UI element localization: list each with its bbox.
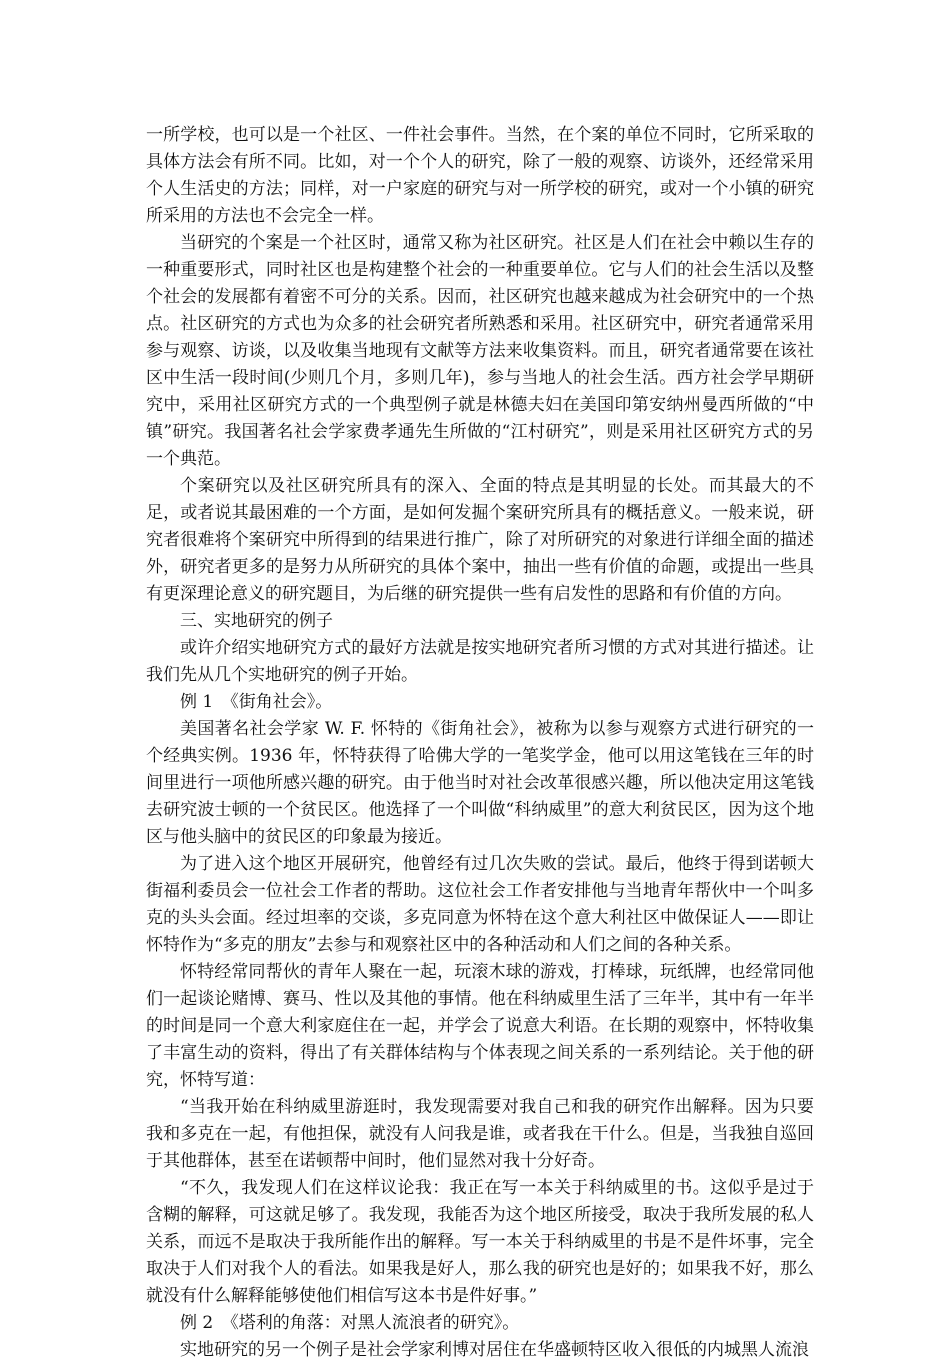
- paragraph-case-study-strengths: 个案研究以及社区研究所具有的深入、全面的特点是其明显的长处。而其最大的不足，或者说其最困难的一个方面，是如何发掘个案研究所具有的概括意义。一般来说，研究者很难将个案研究中所得到的结果进行推广，除了对所研究的对象进行详细全面的描述外，研究者更多的是努力从所研究的具体个案中，抽出一些有价值的命题，或提出一些具有更深理论意义的研究题目，为后继的研究提供一些有启发性的思路和有价值的方向。: [146, 476, 814, 604]
- paragraph-whyte-entry: 为了进入这个地区开展研究，他曾经有过几次失败的尝试。最后，他终于得到诺顿大街福利委员会一位社会工作者的帮助。这位社会工作者安排他与当地青年帮伙中一个叫多克的头头会面。经过坦率的交谈，多克同意为怀特在这个意大利社区中做保证人——即让怀特作为“多克的朋友”去参与和观察社区中的各种活动和人们之间的各种关系。: [146, 854, 814, 955]
- paragraph-whyte-fieldwork: 怀特经常同帮伙的青年人聚在一起，玩滚木球的游戏，打棒球，玩纸牌，也经常同他们一起谈论赌博、赛马、性以及其他的事情。他在科纳威里生活了三年半，其中有一年半的时间是同一个意大利家庭住在一起，并学会了说意大利语。在长期的观察中，怀特收集了丰富生动的资料，得出了有关群体结构与个体表现之间关系的一系列结论。关于他的研究，怀特写道：: [146, 962, 814, 1090]
- quote-whyte-part-2: “不久，我发现人们在这样议论我：我正在写一本关于科纳威里的书。这似乎是过于含糊的解释，可这就足够了。我发现，我能否为这个地区所接受，取决于我所发展的私人关系，而远不是取决于我所能作出的解释。写一本关于科纳威里的书是不是件坏事，完全取决于人们对我个人的看法。如果我是好人，那么我的研究也是好的；如果我不好，那么就没有什么解释能够使他们相信写这本书是件好事。”: [146, 1178, 814, 1306]
- paragraph-community-research: 当研究的个案是一个社区时，通常又称为社区研究。社区是人们在社会中赖以生存的一种重要形式，同时社区也是构建整个社会的一种重要单位。它与人们的社会生活以及整个社会的发展都有着密不可分的关系。因而，社区研究也越来越成为社会研究中的一个热点。社区研究的方式也为众多的社会研究者所熟悉和采用。社区研究中，研究者通常采用参与观察、访谈，以及收集当地现有文献等方法来收集资料。而且，研究者通常要在该社区中生活一段时间(少则几个月，多则几年)，参与当地人的社会生活。西方社会学早期研究中，采用社区研究方式的一个典型例子就是林德夫妇在美国印第安纳州曼西所做的“中镇”研究。我国著名社会学家费孝通先生所做的“江村研究”，则是采用社区研究方式的另一个典范。: [146, 233, 814, 469]
- section-heading-field-examples: 三、实地研究的例子: [180, 611, 333, 631]
- paragraph-intro-examples: 或许介绍实地研究方式的最好方法就是按实地研究者所习惯的方式对其进行描述。让我们先从几个实地研究的例子开始。: [146, 638, 814, 685]
- example-2-heading: 例 2 《塔利的角落：对黑人流浪者的研究》。: [180, 1313, 520, 1333]
- paragraph-liebow-intro: 实地研究的另一个例子是社会学家利博对居住在华盛顿特区收入很低的内城黑人流浪: [180, 1340, 809, 1360]
- paragraph-case-units: 一所学校，也可以是一个社区、一件社会事件。当然，在个案的单位不同时，它所采取的具体方法会有所不同。比如，对一个个人的研究，除了一般的观察、访谈外，还经常采用个人生活史的方法；同样，对一户家庭的研究与对一所学校的研究，或对一个小镇的研究所采用的方法也不会完全一样。: [146, 125, 814, 226]
- paragraph-whyte-background: 美国著名社会学家 W. F. 怀特的《街角社会》，被称为以参与观察方式进行研究的一个经典实例。1936 年，怀特获得了哈佛大学的一笔奖学金，他可以用这笔钱在三年的时间里进行一项他所感兴趣的研究。由于他当时对社会改革很感兴趣，所以他决定用这笔钱去研究波士顿的一个贫民区。他选择了一个叫做“科纳威里”的意大利贫民区，因为这个地区与他头脑中的贫民区的印象最为接近。: [146, 719, 814, 847]
- example-1-heading: 例 1 《街角社会》。: [180, 692, 333, 712]
- document-body: [146, 122, 814, 1364]
- quote-whyte-part-1: “当我开始在科纳威里游逛时，我发现需要对我自己和我的研究作出解释。因为只要我和多克在一起，有他担保，就没有人问我是谁，或者我在干什么。但是，当我独自巡回于其他群体，甚至在诺顿帮中间时，他们显然对我十分好奇。: [146, 1097, 814, 1171]
